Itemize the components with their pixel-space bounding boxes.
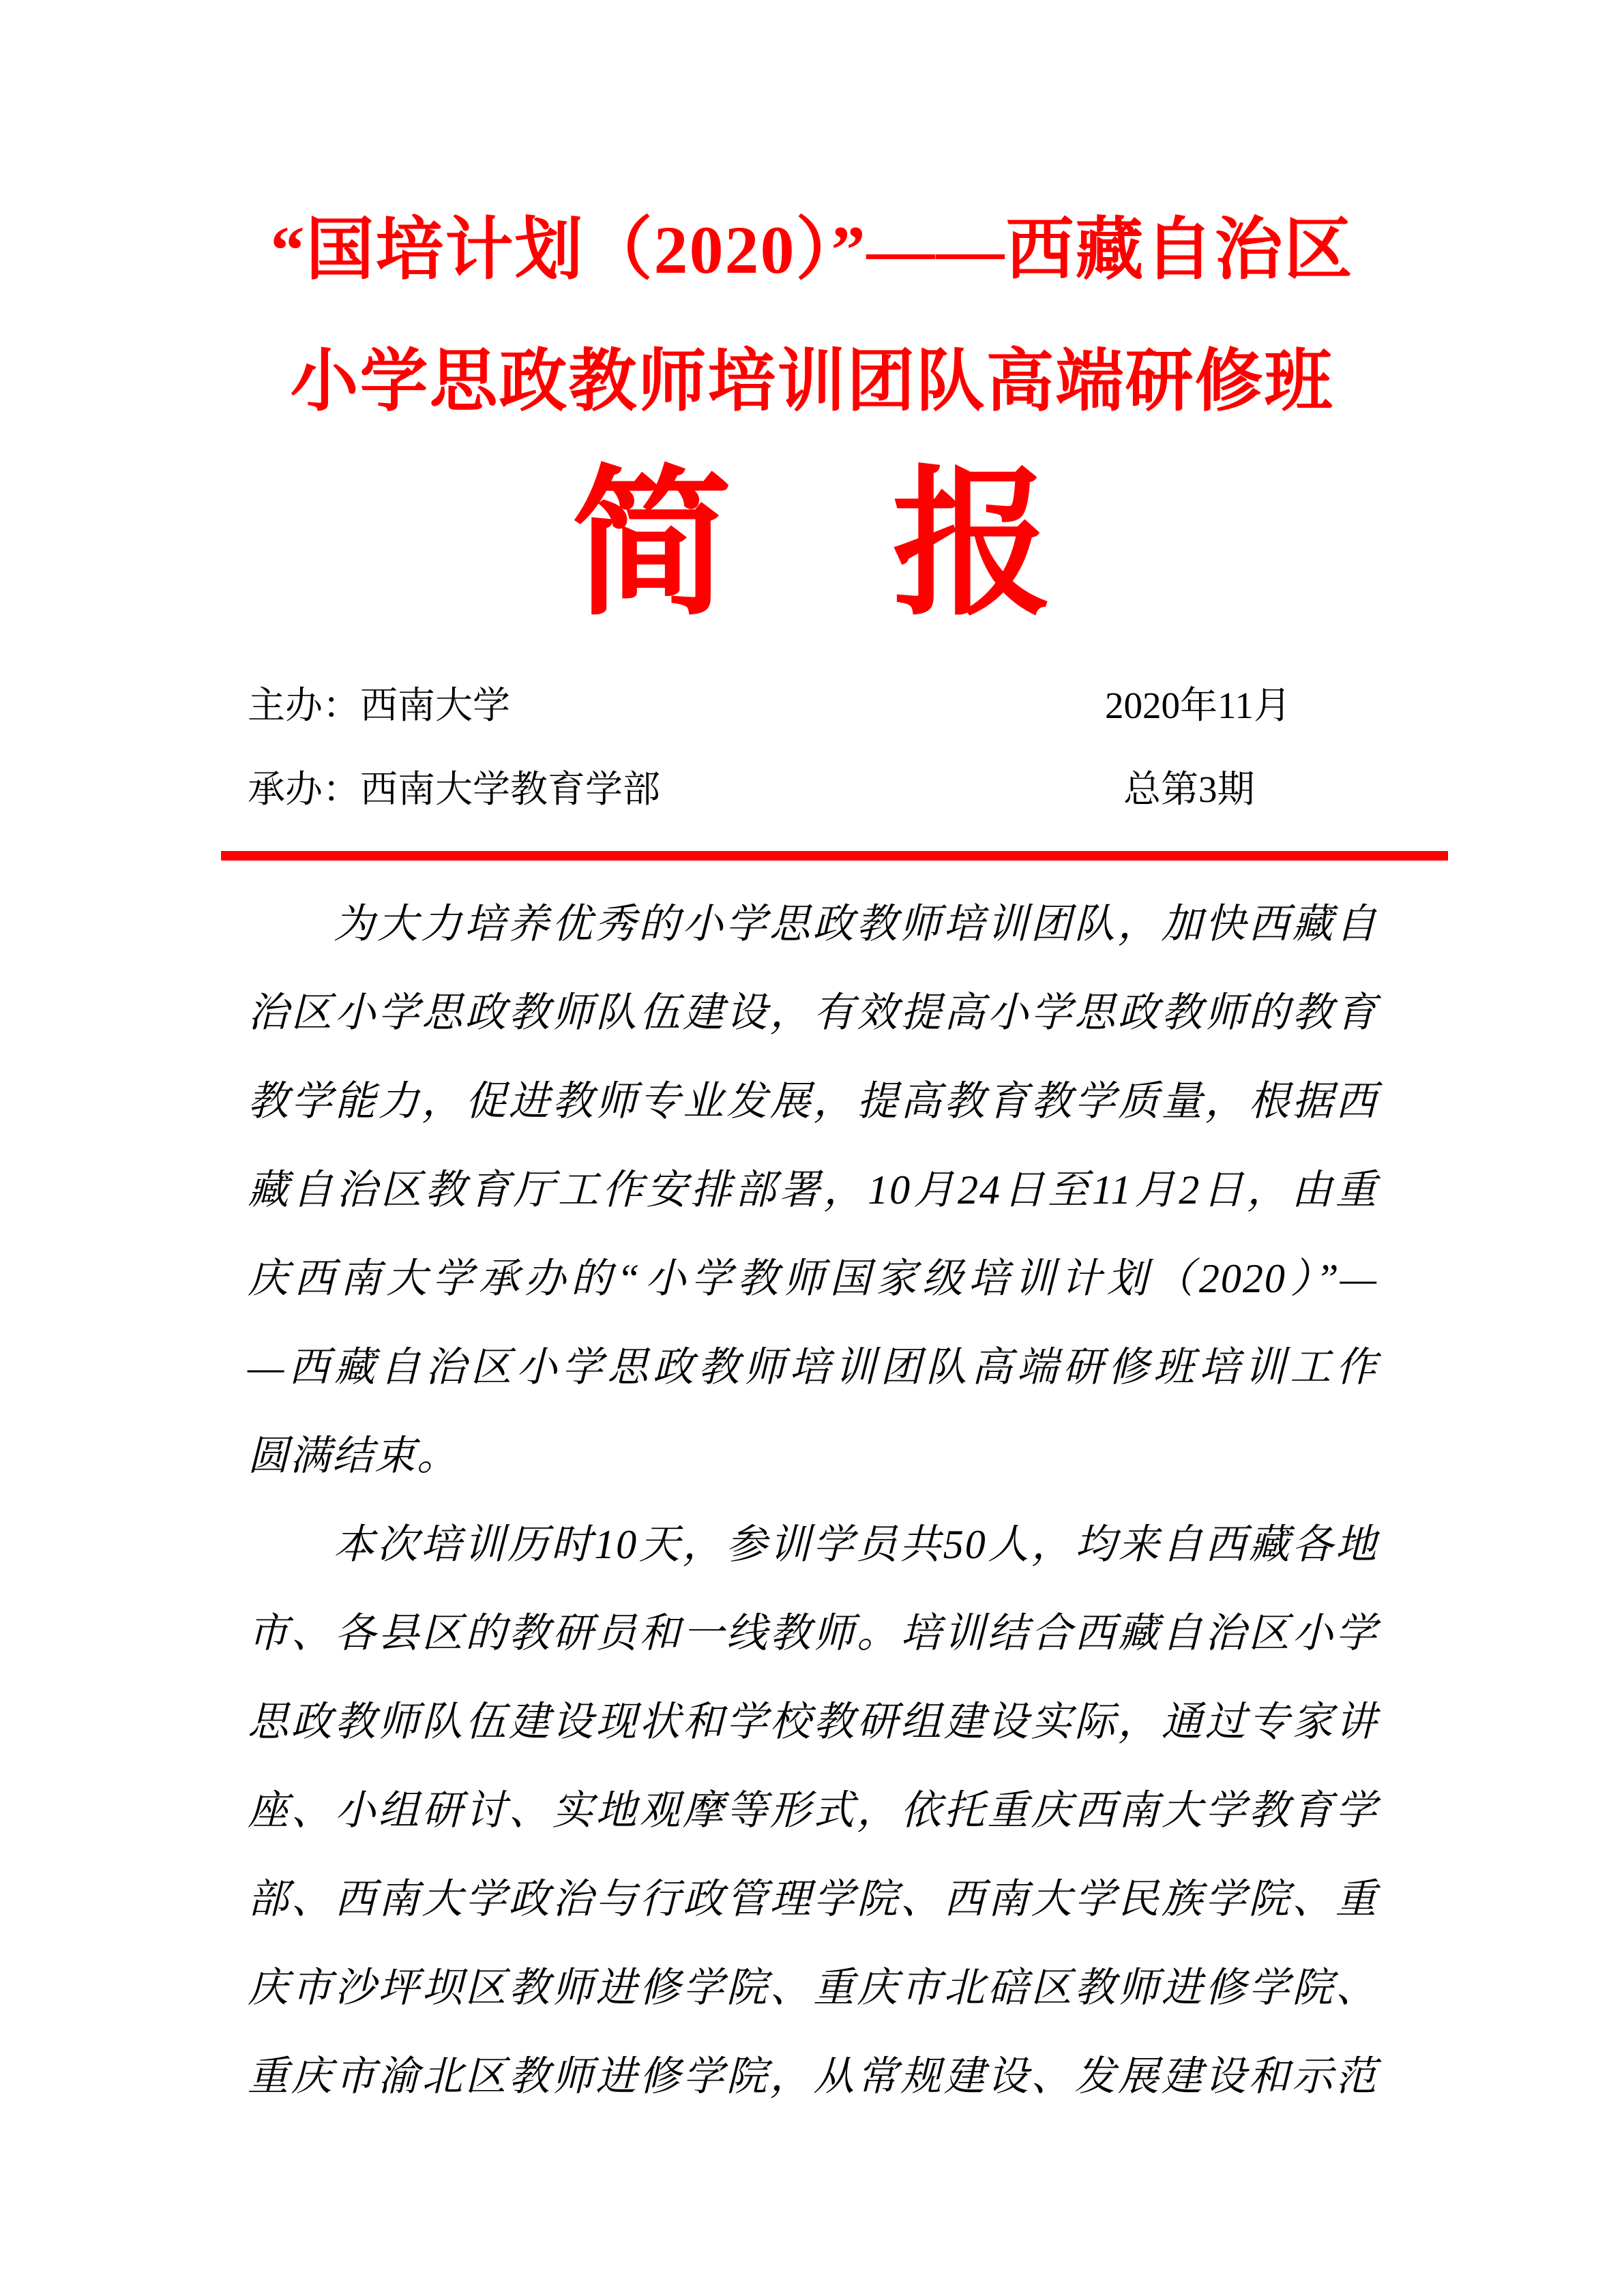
paragraph-2 xyxy=(248,1500,1378,2121)
body-line: 庆市沙坪坝区教师进修学院、重庆市北碚区教师进修学院、 xyxy=(248,1965,1378,2010)
undertaker-text: 承办：西南大学教育学部 xyxy=(248,769,661,810)
body-line: 治区小学思政教师队伍建设，有效提高小学思政教师的教育 xyxy=(248,990,1378,1035)
body-line: 部、西南大学政治与行政管理学院、西南大学民族学院、重 xyxy=(248,1877,1378,1922)
body-text xyxy=(248,880,1378,2121)
document-title xyxy=(0,184,1624,447)
body-line: 为大力培养优秀的小学思政教师培训团队，加快西藏自 xyxy=(334,901,1378,946)
issue-date: 2020年11月 xyxy=(1105,685,1291,726)
organizer-text: 主办：西南大学 xyxy=(248,685,511,726)
body-line: 思政教师队伍建设现状和学校教研组建设实际，通过专家讲 xyxy=(248,1699,1378,1744)
body-line: 圆满结束。 xyxy=(248,1433,459,1478)
undertaker-row xyxy=(248,766,1378,814)
body-line: 庆西南大学承办的“小学教师国家级培训计划（2020）”— xyxy=(248,1256,1378,1301)
body-line: 座、小组研讨、实地观摩等形式，依托重庆西南大学教育学 xyxy=(248,1788,1378,1833)
title-line-1: “国培计划（2020）”——西藏自治区 xyxy=(270,212,1354,288)
brief-masthead-title: 简 报 xyxy=(572,457,1052,634)
organizer-row xyxy=(248,682,1378,730)
title-line-2: 小学思政教师培训团队高端研修班 xyxy=(290,344,1334,419)
issue-number: 总第3期 xyxy=(1123,769,1255,810)
body-line: 重庆市渝北区教师进修学院，从常规建设、发展建设和示范 xyxy=(248,2054,1378,2099)
body-line: —西藏自治区小学思政教师培训团队高端研修班培训工作 xyxy=(248,1345,1378,1390)
body-line: 市、各县区的教研员和一线教师。培训结合西藏自治区小学 xyxy=(248,1611,1378,1656)
body-line: 教学能力，促进教师专业发展，提高教育教学质量，根据西 xyxy=(248,1079,1378,1124)
red-divider-rule xyxy=(221,851,1448,861)
paragraph-1 xyxy=(248,880,1378,1500)
body-line: 藏自治区教育厅工作安排部署，10月24日至11月2日，由重 xyxy=(248,1167,1378,1212)
body-line: 本次培训历时10天，参训学员共50人，均来自西藏各地 xyxy=(334,1522,1378,1567)
